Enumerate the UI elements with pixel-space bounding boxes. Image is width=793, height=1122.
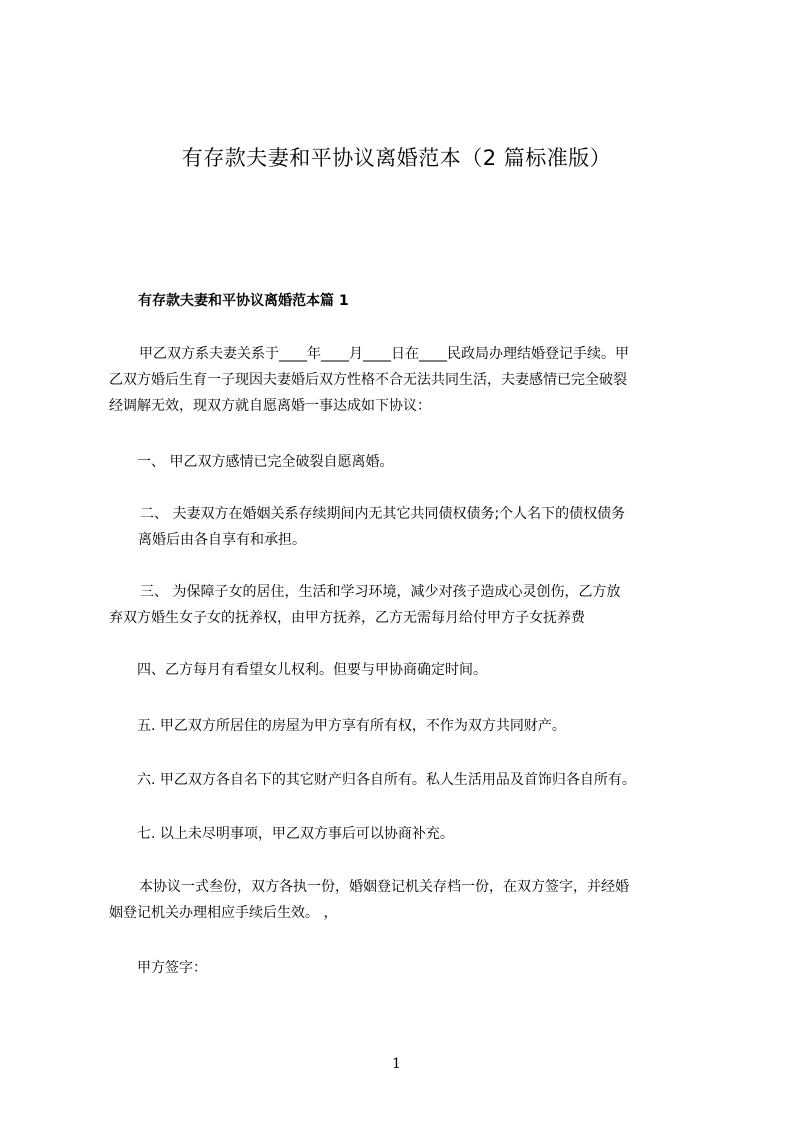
clause-2 (109, 501, 699, 553)
document-title: 有存款夫妻和平协议离婚范本（2 篇标准版） (181, 146, 612, 170)
paragraph-line: 离婚后由各自享有和承担。 (138, 532, 306, 548)
paragraph-line: 五. 甲乙双方所居住的房屋为甲方享有所有权，不作为双方共同财产。 (137, 718, 566, 734)
paragraph-line: 甲乙双方系夫妻关系于____年____月____日在____民政局办理结婚登记手续。甲 (139, 346, 629, 362)
paragraph-line: 本协议一式叁份，双方各执一份，婚姻登记机关存档一份，在双方签字，并经婚 (139, 879, 629, 895)
paragraph-line: 经调解无效，现双方就自愿离婚一事达成如下协议： (109, 398, 431, 414)
paragraph-line: 一、 甲乙双方感情已完全破裂自愿离婚。 (137, 454, 394, 470)
paragraph-line: 三、 为保障子女的居住，生活和学习环境，减少对孩子造成心灵创伤，乙方放 (140, 584, 621, 600)
signature-label: 甲方签字： (137, 960, 207, 976)
clause-5 (109, 713, 699, 739)
paragraph-line: 七. 以上未尽明事项，甲乙双方事后可以协商补充。 (137, 826, 454, 842)
paragraph-copies-effectiveness (109, 874, 699, 926)
paragraph-line: 四、乙方每月有看望女儿权利。但要与甲协商确定时间。 (137, 662, 487, 678)
paragraph-line: 弃双方婚生女子女的抚养权，由甲方抚养，乙方无需每月给付甲方子女抚养费 (109, 610, 585, 626)
section-heading: 有存款夫妻和平协议离婚范本篇 1 (138, 293, 349, 309)
clause-6 (109, 767, 699, 793)
paragraph-line: 二、 夫妻双方在婚姻关系存续期间内无其它共同债权债务;个人名下的债权债务 (140, 506, 626, 522)
paragraph-line: 姻登记机关办理相应手续后生效。 ， (109, 905, 338, 921)
clause-4 (109, 657, 699, 683)
clause-7 (109, 821, 699, 847)
paragraph-line: 乙双方婚后生育一子现因夫妻婚后双方性格不合无法共同生活，夫妻感情已完全破裂 (109, 372, 627, 388)
paragraph-line: 六. 甲乙双方各自名下的其它财产归各自所有。私人生活用品及首饰归各自所有。 (137, 772, 636, 788)
signature-party-a (109, 955, 699, 981)
clause-3 (109, 579, 699, 631)
paragraph-marriage-registration (109, 341, 699, 419)
page-number: 1 (392, 1056, 401, 1072)
clause-1 (109, 449, 699, 475)
